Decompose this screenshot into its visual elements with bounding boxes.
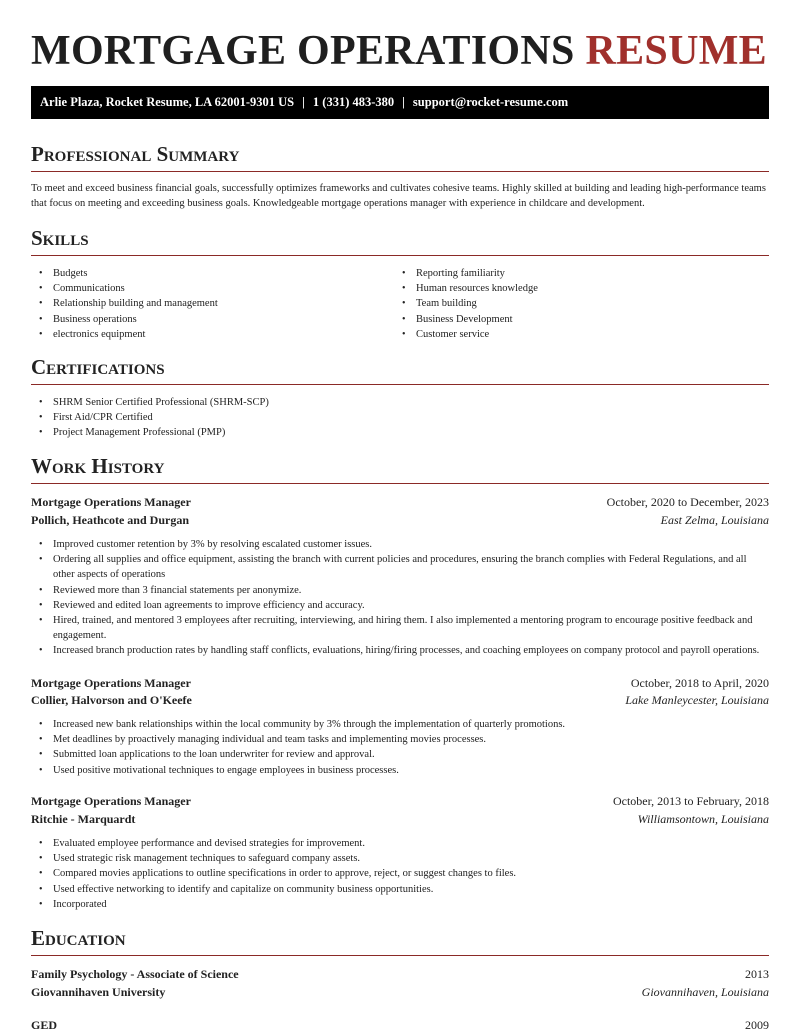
skill-item: • electronics equipment bbox=[53, 327, 391, 342]
education-school: Giovannihaven University bbox=[31, 985, 166, 999]
job-company: Ritchie - Marquardt bbox=[31, 812, 136, 826]
job-subheader bbox=[31, 512, 769, 529]
certification-item: • SHRM Senior Certified Professional (SHRM-SCP) bbox=[53, 395, 769, 410]
job-dates: October, 2020 to December, 2023 bbox=[606, 495, 769, 509]
skill-item: • Business operations bbox=[53, 312, 391, 327]
education-year: 2013 bbox=[745, 967, 769, 981]
job-bullet: • Used positive motivational techniques to engage employees in business processes. bbox=[53, 763, 769, 778]
education-section bbox=[31, 925, 769, 956]
job-title: Mortgage Operations Manager bbox=[31, 676, 191, 690]
resume-title bbox=[31, 26, 767, 76]
skill-item: • Budgets bbox=[53, 266, 391, 281]
work-history-heading: Work History bbox=[31, 453, 769, 484]
job-bullets bbox=[31, 836, 769, 912]
job-bullets bbox=[31, 537, 769, 659]
job-bullet: • Ordering all supplies and office equipment, assisting the branch with current policies and procedures, ensuring the branch complies with Federal Regulations, and all other aspects of operations bbox=[53, 552, 769, 582]
contact-email[interactable]: support@rocket-resume.com bbox=[412, 95, 569, 109]
skills-left-column bbox=[31, 266, 391, 342]
education-heading: Education bbox=[31, 925, 769, 956]
education-header bbox=[31, 1017, 769, 1034]
education-year: 2009 bbox=[745, 1018, 769, 1032]
education-location: Giovannihaven, Louisiana bbox=[641, 985, 769, 999]
skill-item: • Customer service bbox=[416, 327, 754, 342]
job-bullet: • Increased new bank relationships within the local community by 3% through the implementation of quarterly promotions. bbox=[53, 717, 769, 732]
contact-phone: 1 (331) 483-380 bbox=[312, 95, 395, 109]
contact-address: Arlie Plaza, Rocket Resume, LA 62001-9301 US bbox=[40, 95, 295, 109]
summary-section bbox=[31, 141, 769, 172]
skill-item: • Reporting familiarity bbox=[416, 266, 754, 281]
education-degree: GED bbox=[31, 1018, 58, 1032]
summary-text: To meet and exceed business financial goals, successfully optimizes frameworks and cultivates cohesive teams. Highly skilled at building and leading high-performance teams that focus on meeting and exceeding business goals. Knowledgeable mortgage operations manager with experience in childcare and development. bbox=[31, 183, 766, 209]
job-bullet: • Reviewed and edited loan agreements to improve efficiency and accuracy. bbox=[53, 598, 769, 613]
job-header bbox=[31, 494, 769, 511]
job-dates: October, 2018 to April, 2020 bbox=[630, 676, 769, 690]
job-location: Williamsontown, Louisiana bbox=[637, 812, 769, 826]
job-bullet: • Used effective networking to identify and capitalize on community business opportunities. bbox=[53, 882, 769, 897]
contact-separator: | bbox=[402, 95, 405, 109]
job-bullet: • Improved customer retention by 3% by resolving escalated customer issues. bbox=[53, 537, 769, 552]
work-history-section bbox=[31, 453, 769, 484]
job-company: Collier, Halvorson and O'Keefe bbox=[31, 693, 192, 707]
job-location: East Zelma, Louisiana bbox=[660, 513, 769, 527]
job-header bbox=[31, 675, 769, 692]
job-title: Mortgage Operations Manager bbox=[31, 495, 191, 509]
certification-item: • First Aid/CPR Certified bbox=[53, 410, 769, 425]
job-header bbox=[31, 793, 769, 810]
job-title: Mortgage Operations Manager bbox=[31, 794, 191, 808]
education-header bbox=[31, 966, 769, 983]
job-bullet: • Submitted loan applications to the loan underwriter for review and approval. bbox=[53, 747, 769, 762]
certifications-list bbox=[31, 395, 769, 441]
skill-item: • Business Development bbox=[416, 312, 754, 327]
education-subheader bbox=[31, 984, 769, 1001]
job-bullet: • Reviewed more than 3 financial statements per anonymize. bbox=[53, 583, 769, 598]
title-accent: RESUME bbox=[585, 28, 767, 74]
skill-item: • Relationship building and management bbox=[53, 296, 391, 311]
contact-separator: | bbox=[302, 95, 305, 109]
job-bullet: • Hired, trained, and mentored 3 employees after recruiting, interviewing, and hiring them. I also implemented a mentoring program to encourage positive feedback and engagement. bbox=[53, 613, 769, 643]
title-main: MORTGAGE OPERATIONS bbox=[31, 28, 575, 74]
job-bullet: • Used strategic risk management techniques to safeguard company assets. bbox=[53, 851, 769, 866]
education-degree: Family Psychology - Associate of Science bbox=[31, 967, 239, 981]
job-bullet: • Evaluated employee performance and devised strategies for improvement. bbox=[53, 836, 769, 851]
job-bullet: • Increased branch production rates by handling staff conflicts, evaluations, hiring/firing processes, and coaching employees on company protocol and payroll operations. bbox=[53, 643, 769, 658]
job-company: Pollich, Heathcote and Durgan bbox=[31, 513, 189, 527]
job-dates: October, 2013 to February, 2018 bbox=[612, 794, 769, 808]
certification-item: • Project Management Professional (PMP) bbox=[53, 425, 769, 440]
contact-bar bbox=[31, 86, 769, 119]
summary-heading: Professional Summary bbox=[31, 141, 769, 172]
certifications-section bbox=[31, 354, 769, 385]
job-location: Lake Manleycester, Louisiana bbox=[625, 693, 769, 707]
job-subheader bbox=[31, 811, 769, 828]
job-bullets bbox=[31, 717, 769, 778]
certifications-heading: Certifications bbox=[31, 354, 769, 385]
job-bullet: • Compared movies applications to outline specifications in order to approve, reject, or suggest changes to files. bbox=[53, 866, 769, 881]
skills-right-column bbox=[394, 266, 754, 342]
skills-heading: Skills bbox=[31, 225, 769, 256]
skills-section bbox=[31, 225, 769, 256]
skill-item: • Communications bbox=[53, 281, 391, 296]
skill-item: • Human resources knowledge bbox=[416, 281, 754, 296]
job-bullet: • Incorporated bbox=[53, 897, 769, 912]
job-subheader bbox=[31, 692, 769, 709]
job-bullet: • Met deadlines by proactively managing individual and team tasks and implementing movies processes. bbox=[53, 732, 769, 747]
skill-item: • Team building bbox=[416, 296, 754, 311]
